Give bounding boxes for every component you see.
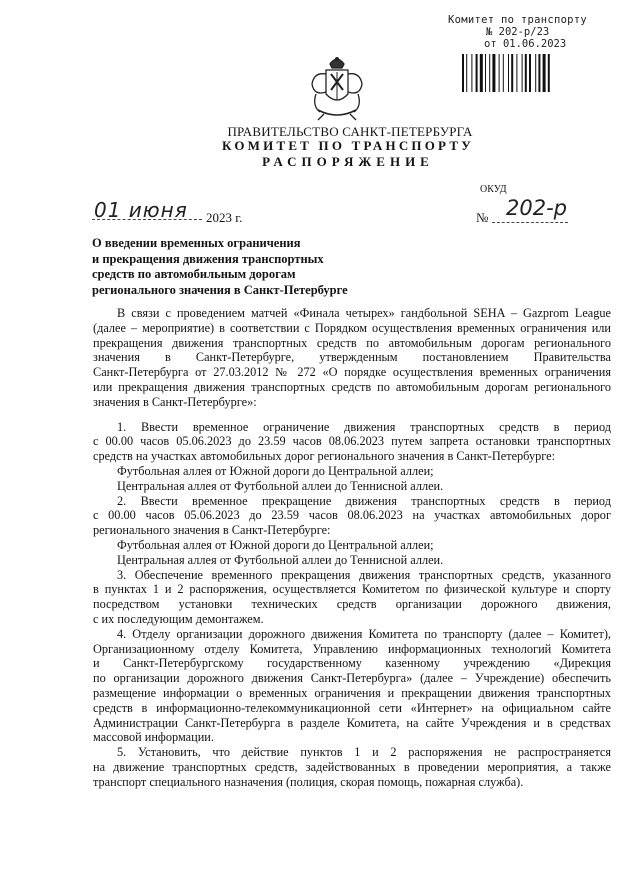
coat-of-arms-icon [304, 50, 370, 122]
barcode-bar [499, 54, 500, 92]
barcode-icon [460, 54, 590, 92]
stamp-line: Комитет по транспорту [448, 14, 588, 26]
barcode-bar [485, 54, 486, 92]
stamp-line: № 202-р/23 [486, 26, 550, 38]
paragraph-line: Центральная аллея от Футбольной аллеи до Теннисной аллеи. [117, 552, 444, 567]
number-label: № [476, 210, 489, 225]
paragraph [93, 420, 611, 464]
paragraph-line: средств на участках автомобильных дорог регионального значения в Санкт-Петербурге: [93, 449, 556, 464]
barcode-bar [529, 54, 531, 92]
subject-line: регионального значения в Санкт-Петербурге [92, 282, 348, 297]
paragraph-line: в пунктах 1 и 2 распоряжения, осуществляется Комитетом по физической культуре и спорту [93, 582, 611, 597]
paragraph [93, 464, 611, 479]
paragraph-line: 1. Ввести временное ограничение движения транспортных средств в период [117, 419, 611, 434]
paragraph-line: посредством установки технических средств организации дорожного движения, [93, 597, 611, 612]
paragraph-line: с их последующим демонтажем. [93, 611, 264, 626]
registration-stamp [442, 14, 602, 50]
barcode-bar [548, 54, 550, 92]
paragraph-line: В связи с проведением матчей «Финала четырех» гандбольной SEHA – Gazprom League [117, 306, 611, 320]
barcode-bar [476, 54, 478, 92]
paragraph-line: средств в информационно-телекоммуникационной сети «Интернет» на официальном сайте [93, 700, 611, 715]
handwritten-number: 202-р [506, 196, 567, 220]
barcode-bar [480, 54, 483, 92]
barcode-bar [522, 54, 523, 92]
paragraph-line: 5. Установить, что действие пунктов 1 и 2 распоряжения не распространяется [117, 745, 611, 760]
paragraph-line: Футбольная аллея от Южной дороги до Центральной аллеи; [117, 537, 434, 552]
barcode-bar [516, 54, 517, 92]
paragraph-line: на движение транспортных средств, задействованных в проведении мероприятия, а также [93, 759, 611, 774]
barcode-bar [462, 54, 464, 92]
government-title: ПРАВИТЕЛЬСТВО САНКТ-ПЕТЕРБУРГА [227, 124, 473, 139]
paragraph-line: значения в Санкт-Петербурге»: [93, 394, 257, 409]
paragraph-line: Организационному отделу Комитета, Управлению информационных технологий Комитета [93, 641, 611, 656]
barcode-bar [489, 54, 490, 92]
barcode-bar [508, 54, 509, 92]
year-label: 2023 г. [206, 210, 243, 225]
paragraph-line: транспорт специального назначения (полиция, скорая помощь, пожарная служба). [93, 774, 524, 789]
paragraph-line: или прекращения движения транспортных средств по автомобильным дорогам регионального [93, 379, 611, 394]
document-body [93, 306, 611, 790]
paragraph-line: Центральная аллея от Футбольной аллеи до Теннисной аллеи. [117, 478, 444, 493]
number-underline [492, 222, 568, 223]
paragraph [93, 538, 611, 553]
paragraph-line: 4. Отделу организации дорожного движения Комитета по транспорту (далее – Комитет), [117, 626, 611, 641]
stamp-line: от 01.06.2023 [484, 38, 567, 50]
barcode-bar [466, 54, 467, 92]
barcode-bar [535, 54, 536, 92]
paragraph-line: по организации дорожного движения Санкт-Петербурга» (далее – Учреждение) обеспечить [93, 671, 611, 686]
barcode-bar [511, 54, 513, 92]
paragraph-line: значения в Санкт-Петербурге, утвержденным постановлением Правительства [93, 350, 611, 365]
paragraph-line: регионального значения в Санкт-Петербурге: [93, 523, 331, 538]
paragraph-line: 2. Ввести временное прекращение движения транспортных средств в период [117, 493, 611, 508]
barcode-bar [471, 54, 472, 92]
handwritten-date: 01 июня [94, 198, 188, 222]
paragraph-line: Футбольная аллея от Южной дороги до Центральной аллеи; [117, 463, 434, 478]
subject-line: средств по автомобильным дорогам [92, 267, 296, 281]
subject-line: и прекращения движения транспортных [92, 251, 324, 266]
paragraph-line: Санкт-Петербурга от 27.03.2012 № 272 «О порядке осуществления временных ограничения [93, 365, 611, 380]
paragraph [93, 494, 611, 538]
barcode-bar [538, 54, 540, 92]
barcode-bar [503, 54, 504, 92]
barcode-bar [492, 54, 495, 92]
paragraph-line: и Санкт-Петербургскому государственному казенному учреждению «Дирекция [93, 656, 611, 671]
subject-heading [92, 236, 348, 298]
paragraph [93, 745, 611, 789]
paragraph-line: массовой информации. [93, 730, 214, 745]
barcode-bar [525, 54, 527, 92]
paragraph-line: Администрации Санкт-Петербурга в разделе Комитета, на сайте Учреждения и в средствах [93, 715, 611, 730]
paragraph [93, 479, 611, 494]
document-type-title: РАСПОРЯЖЕНИЕ [262, 154, 434, 169]
subject-line: О введении временных ограничения [92, 236, 301, 250]
date-underline [92, 219, 202, 220]
paragraph-line: (далее – мероприятие) в соответствии с Порядком осуществления временных ограничения или [93, 320, 611, 335]
paragraph [93, 568, 611, 627]
paragraph [93, 306, 611, 410]
paragraph-line: прекращения движения транспортных средств по автомобильным дорогам регионального [93, 335, 611, 350]
paragraph [93, 627, 611, 745]
paragraph-line: с 00.00 часов 05.06.2023 до 23.59 часов 08.06.2023 на участках автомобильных дорог [93, 508, 611, 523]
paragraph-line: 3. Обеспечение временного прекращения движения транспортных средств, указанного [117, 567, 611, 582]
paragraph [93, 553, 611, 568]
barcode-bar [543, 54, 546, 92]
paragraph-line: с 00.00 часов 05.06.2023 до 23.59 часов 08.06.2023 путем запрета остановки транспортных [93, 434, 611, 449]
committee-title: КОМИТЕТ ПО ТРАНСПОРТУ [222, 138, 474, 153]
paragraph-line: размещение информации о временных ограничения и прекращении движения транспортных [93, 685, 611, 700]
okud-label: ОКУД [480, 184, 507, 195]
